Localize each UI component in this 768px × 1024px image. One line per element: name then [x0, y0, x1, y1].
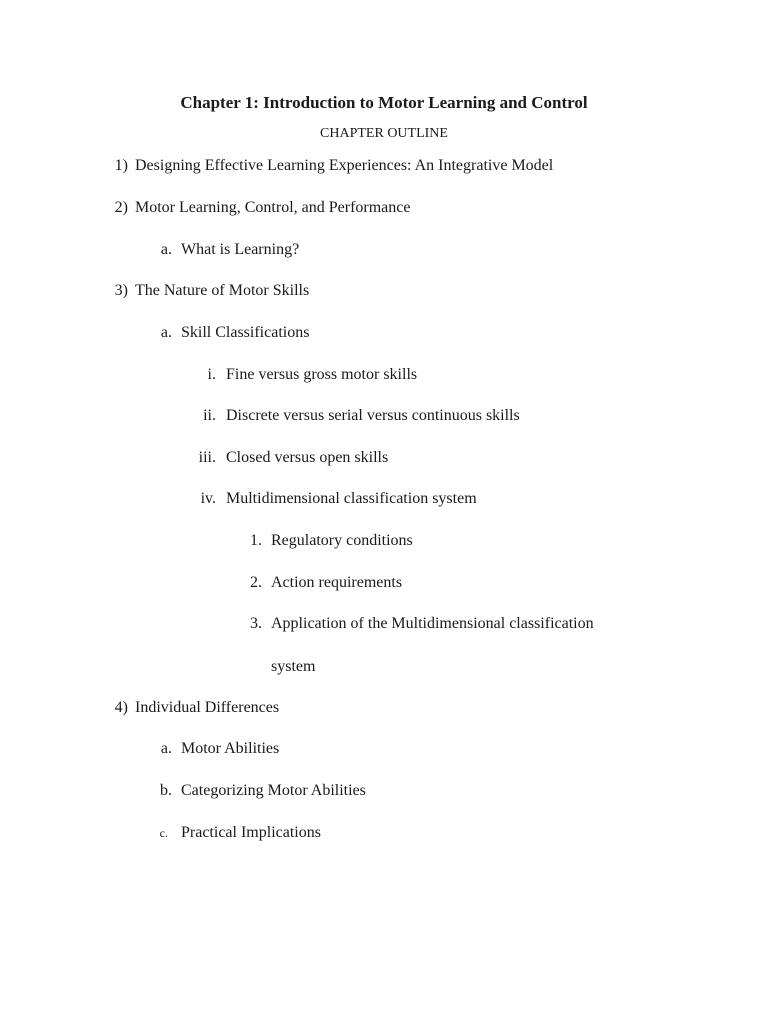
outline-marker: 2.: [250, 574, 262, 591]
outline-text: Action requirements: [271, 574, 403, 591]
outline-item-3a-ii: [0, 404, 768, 428]
outline-marker: 4): [114, 699, 128, 716]
outline-marker: i.: [207, 366, 216, 383]
outline-text: Skill Classifications: [181, 324, 310, 341]
outline-text: system: [271, 658, 316, 675]
outline-item-4c: [0, 821, 768, 845]
outline-item-3a-iv-3: [0, 612, 768, 636]
chapter-title: Chapter 1: Introduction to Motor Learning and Control: [180, 93, 588, 112]
outline-item-3a-i: [0, 363, 768, 387]
outline-item-3a-iv-2: [0, 571, 768, 595]
outline-item-4b: [0, 779, 768, 803]
outline-text: What is Learning?: [181, 241, 300, 258]
outline-marker: iv.: [200, 490, 216, 507]
outline-marker: b.: [160, 782, 172, 799]
outline-text: Fine versus gross motor skills: [226, 366, 418, 383]
outline-marker: ii.: [203, 407, 216, 424]
outline-marker: a.: [160, 241, 172, 258]
outline-marker: a.: [160, 740, 172, 757]
outline-item-3a-iv-3-continued: [0, 655, 768, 679]
outline-item-3a: [0, 321, 768, 345]
chapter-outline-heading: CHAPTER OUTLINE: [320, 126, 448, 141]
outline-marker: 3.: [250, 615, 262, 632]
outline-text: Regulatory conditions: [271, 532, 413, 549]
outline-item-4a: [0, 737, 768, 761]
outline-marker: 2): [114, 199, 128, 216]
outline-item-3: [0, 279, 768, 303]
outline-text: Individual Differences: [135, 699, 280, 716]
outline-marker: c.: [159, 826, 168, 840]
outline-text: Designing Effective Learning Experiences: An Integrative Model: [135, 157, 554, 174]
outline-text: Categorizing Motor Abilities: [181, 782, 366, 799]
outline-marker: 3): [114, 282, 128, 299]
outline-marker: 1): [114, 157, 128, 174]
outline-item-3a-iv: [0, 487, 768, 511]
outline-text: The Nature of Motor Skills: [135, 282, 310, 299]
outline-text: Application of the Multidimensional classification: [271, 615, 594, 632]
outline-text: Multidimensional classification system: [226, 490, 477, 507]
outline-text: Motor Abilities: [181, 740, 280, 757]
outline-marker: a.: [160, 324, 172, 341]
outline-text: Practical Implications: [181, 824, 321, 841]
outline-item-2: [0, 196, 768, 220]
outline-item-1: [0, 154, 768, 178]
outline-text: Discrete versus serial versus continuous skills: [226, 407, 520, 424]
outline-text: Motor Learning, Control, and Performance: [135, 199, 411, 216]
outline-item-3a-iv-1: [0, 529, 768, 553]
outline-text: Closed versus open skills: [226, 449, 389, 466]
outline-marker: iii.: [198, 449, 216, 466]
outline-item-3a-iii: [0, 446, 768, 470]
outline-item-4: [0, 696, 768, 720]
outline-item-2a: [0, 238, 768, 262]
outline-marker: 1.: [250, 532, 262, 549]
